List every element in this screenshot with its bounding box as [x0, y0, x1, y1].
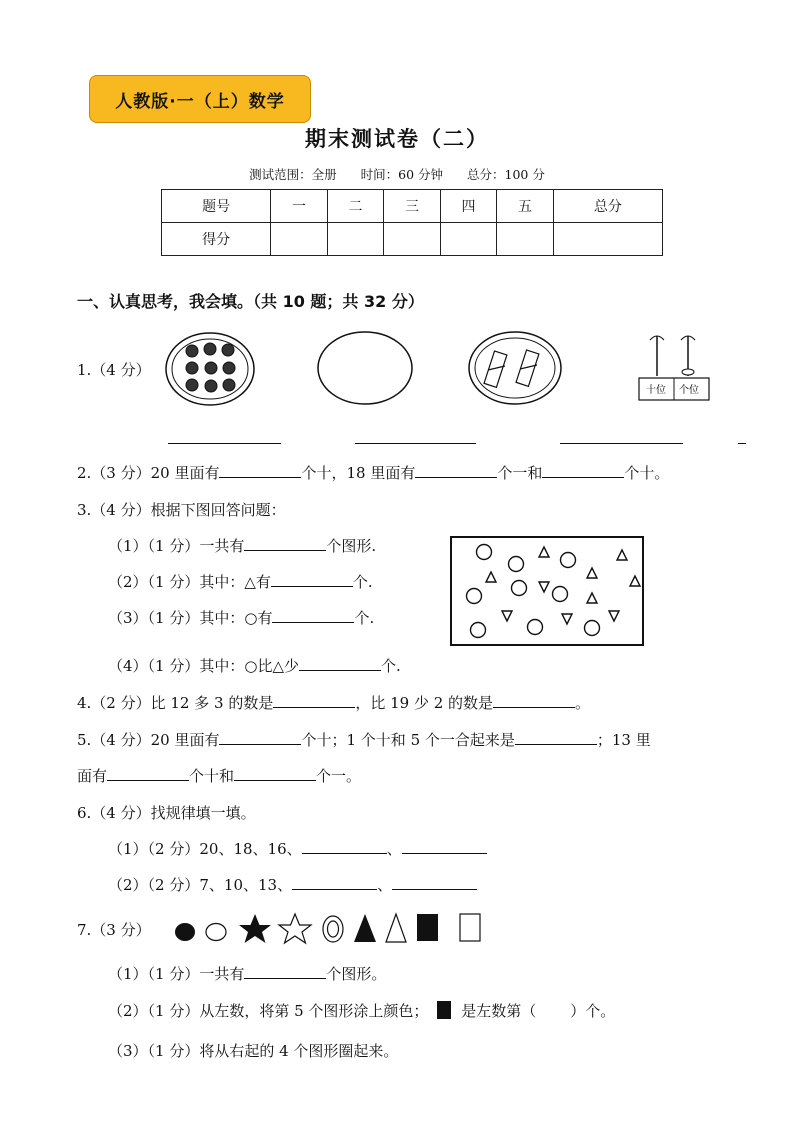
q7-text: （1）（1 分）一共有 [108, 965, 245, 983]
score-entry-cell[interactable] [384, 223, 441, 256]
q1-number: 1.（4 分） [77, 361, 151, 379]
triangle-shape [539, 582, 549, 592]
answer-blank[interactable] [219, 729, 301, 745]
answer-blank[interactable] [302, 838, 387, 854]
q3-text: 个图形. [326, 537, 377, 555]
answer-blank[interactable] [560, 443, 683, 444]
score-entry-cell[interactable] [271, 223, 328, 256]
q3-stem: 3.（4 分）根据下图回答问题： [77, 501, 286, 519]
score-entry-cell[interactable] [497, 223, 554, 256]
q3-text: （4）（1 分）其中：○比△少 [108, 657, 299, 675]
test-time: 时间：60 分钟 [360, 167, 444, 182]
apple-plate-image [166, 333, 254, 405]
filled-rectangle-icon [417, 914, 438, 941]
edition-badge: 人教版·一（上）数学 [89, 75, 311, 123]
table-cell: 五 [497, 190, 554, 223]
triangle-shape [502, 611, 512, 621]
q6-text: 、 [386, 840, 402, 858]
q3-sub2 [108, 571, 373, 592]
q5-text: 个一。 [316, 767, 362, 785]
section-heading: 一、认真思考，我会填。（共 10 题；共 32 分） [77, 292, 424, 311]
triangle-shape [587, 593, 597, 603]
q2-text: 个一和 [497, 464, 543, 482]
q7-shape-row [170, 910, 490, 950]
score-entry-cell[interactable] [440, 223, 497, 256]
q3-text: 个. [354, 609, 375, 627]
triangle-shape [609, 611, 619, 621]
q4-text: ，比 19 少 2 的数是 [355, 694, 494, 712]
question-5-cont [77, 765, 361, 786]
answer-blank[interactable] [392, 874, 477, 890]
answer-blank[interactable] [493, 692, 575, 708]
answer-blank[interactable] [271, 571, 353, 587]
q5-text: 5.（4 分）20 里面有 [77, 731, 220, 749]
empty-star-icon [279, 914, 311, 943]
triangle-shape [630, 576, 640, 586]
score-table [161, 189, 663, 256]
question-5 [77, 729, 651, 750]
table-cell: 二 [327, 190, 384, 223]
q3-text: （2）（1 分）其中：△有 [108, 573, 271, 591]
circle-shape [528, 620, 543, 635]
answer-blank[interactable] [402, 838, 487, 854]
empty-oval-icon [206, 924, 226, 941]
q1-pictures [160, 326, 760, 416]
q4-text: 。 [575, 694, 591, 712]
table-cell: 题号 [162, 190, 271, 223]
q2-text: 2.（3 分）20 里面有 [77, 464, 220, 482]
answer-blank[interactable] [738, 443, 746, 444]
q7-text: ）个。 [570, 1002, 616, 1020]
empty-rectangle-icon [460, 914, 480, 941]
abacus-tens-label: 十位 [646, 385, 666, 396]
shapes-figure-box [450, 536, 644, 646]
q3-text: （1）（1 分）一共有 [108, 537, 245, 555]
concentric-oval-icon [323, 916, 343, 942]
answer-blank[interactable] [355, 443, 476, 444]
q3-text: 个. [352, 573, 373, 591]
answer-blank[interactable] [515, 729, 597, 745]
test-range: 测试范围：全册 [249, 167, 337, 182]
filled-oval-icon [175, 923, 195, 941]
abacus-ones-label: 个位 [679, 385, 699, 396]
test-total: 总分：100 分 [467, 167, 545, 182]
q3-sub1 [108, 535, 376, 556]
answer-blank[interactable] [292, 874, 377, 890]
q5-text: 个十；1 个十和 5 个一合起来是 [301, 731, 515, 749]
q7-text: 个图形。 [326, 965, 387, 983]
table-cell: 四 [440, 190, 497, 223]
q6-sub1 [108, 838, 487, 859]
triangle-shape [539, 547, 549, 557]
page-title: 期末测试卷（二） [305, 127, 489, 151]
abacus-image [639, 336, 709, 400]
question-2 [77, 462, 669, 483]
circle-shape [553, 587, 568, 602]
q2-text: 个十，18 里面有 [301, 464, 416, 482]
filled-rectangle-icon [437, 1001, 451, 1019]
q5-text: 个十和 [189, 767, 235, 785]
q3-sub4 [108, 655, 401, 676]
exam-meta [0, 165, 794, 183]
q7-sub3: （3）（1 分）将从右起的 4 个图形圈起来。 [108, 1042, 399, 1060]
q3-sub3 [108, 607, 374, 628]
q3-text: 个. [380, 657, 401, 675]
q7-sub2 [108, 1000, 615, 1021]
answer-blank[interactable] [272, 607, 354, 623]
filled-triangle-icon [354, 914, 376, 942]
filled-star-icon [239, 914, 271, 943]
q6-sub2 [108, 874, 477, 895]
table-cell: 得分 [162, 223, 271, 256]
q6-text: （1）（2 分）20、18、16、 [108, 840, 302, 858]
score-entry-cell[interactable] [553, 223, 662, 256]
q4-text: 4.（2 分）比 12 多 3 的数是 [77, 694, 274, 712]
answer-blank[interactable] [542, 462, 624, 478]
answer-blank[interactable] [107, 765, 189, 781]
q5-text: ；13 里 [596, 731, 651, 749]
answer-blank[interactable] [299, 655, 381, 671]
answer-blank[interactable] [244, 963, 326, 979]
circle-shape [477, 545, 492, 560]
q6-text: 、 [377, 876, 393, 894]
answer-blank[interactable] [168, 443, 281, 444]
score-entry-cell[interactable] [327, 223, 384, 256]
empty-plate-image [318, 332, 412, 404]
stick-bundles-image [469, 332, 561, 404]
triangle-shape [587, 568, 597, 578]
triangle-shape [562, 614, 572, 624]
answer-blank[interactable] [244, 535, 326, 551]
q7-number: 7.（3 分） [77, 921, 151, 939]
circle-shape [509, 557, 524, 572]
question-4 [77, 692, 590, 713]
table-cell: 三 [384, 190, 441, 223]
circle-shape [585, 621, 600, 636]
triangle-shape [617, 550, 627, 560]
answer-blank[interactable] [219, 462, 301, 478]
q2-text: 个十。 [624, 464, 670, 482]
q7-text: （2）（1 分）从左数，将第 5 个图形涂上颜色； [108, 1002, 429, 1020]
score-table-header-row [162, 190, 663, 223]
score-table-score-row [162, 223, 663, 256]
circle-shape [467, 589, 482, 604]
circle-shape [512, 581, 527, 596]
q6-text: （2）（2 分）7、10、13、 [108, 876, 293, 894]
q3-text: （3）（1 分）其中：○有 [108, 609, 273, 627]
q7-text: 是左数第（ [461, 1002, 537, 1020]
q5-text: 面有 [77, 767, 108, 785]
table-cell: 一 [271, 190, 328, 223]
answer-blank[interactable] [234, 765, 316, 781]
shapes-figure [452, 538, 642, 644]
circle-shape [561, 553, 576, 568]
empty-triangle-icon [386, 914, 406, 942]
circle-shape [471, 623, 486, 638]
triangle-shape [486, 572, 496, 582]
table-cell: 总分 [553, 190, 662, 223]
answer-blank[interactable] [273, 692, 355, 708]
q6-stem: 6.（4 分）找规律填一填。 [77, 804, 256, 822]
answer-blank[interactable] [415, 462, 497, 478]
q7-sub1 [108, 963, 386, 984]
